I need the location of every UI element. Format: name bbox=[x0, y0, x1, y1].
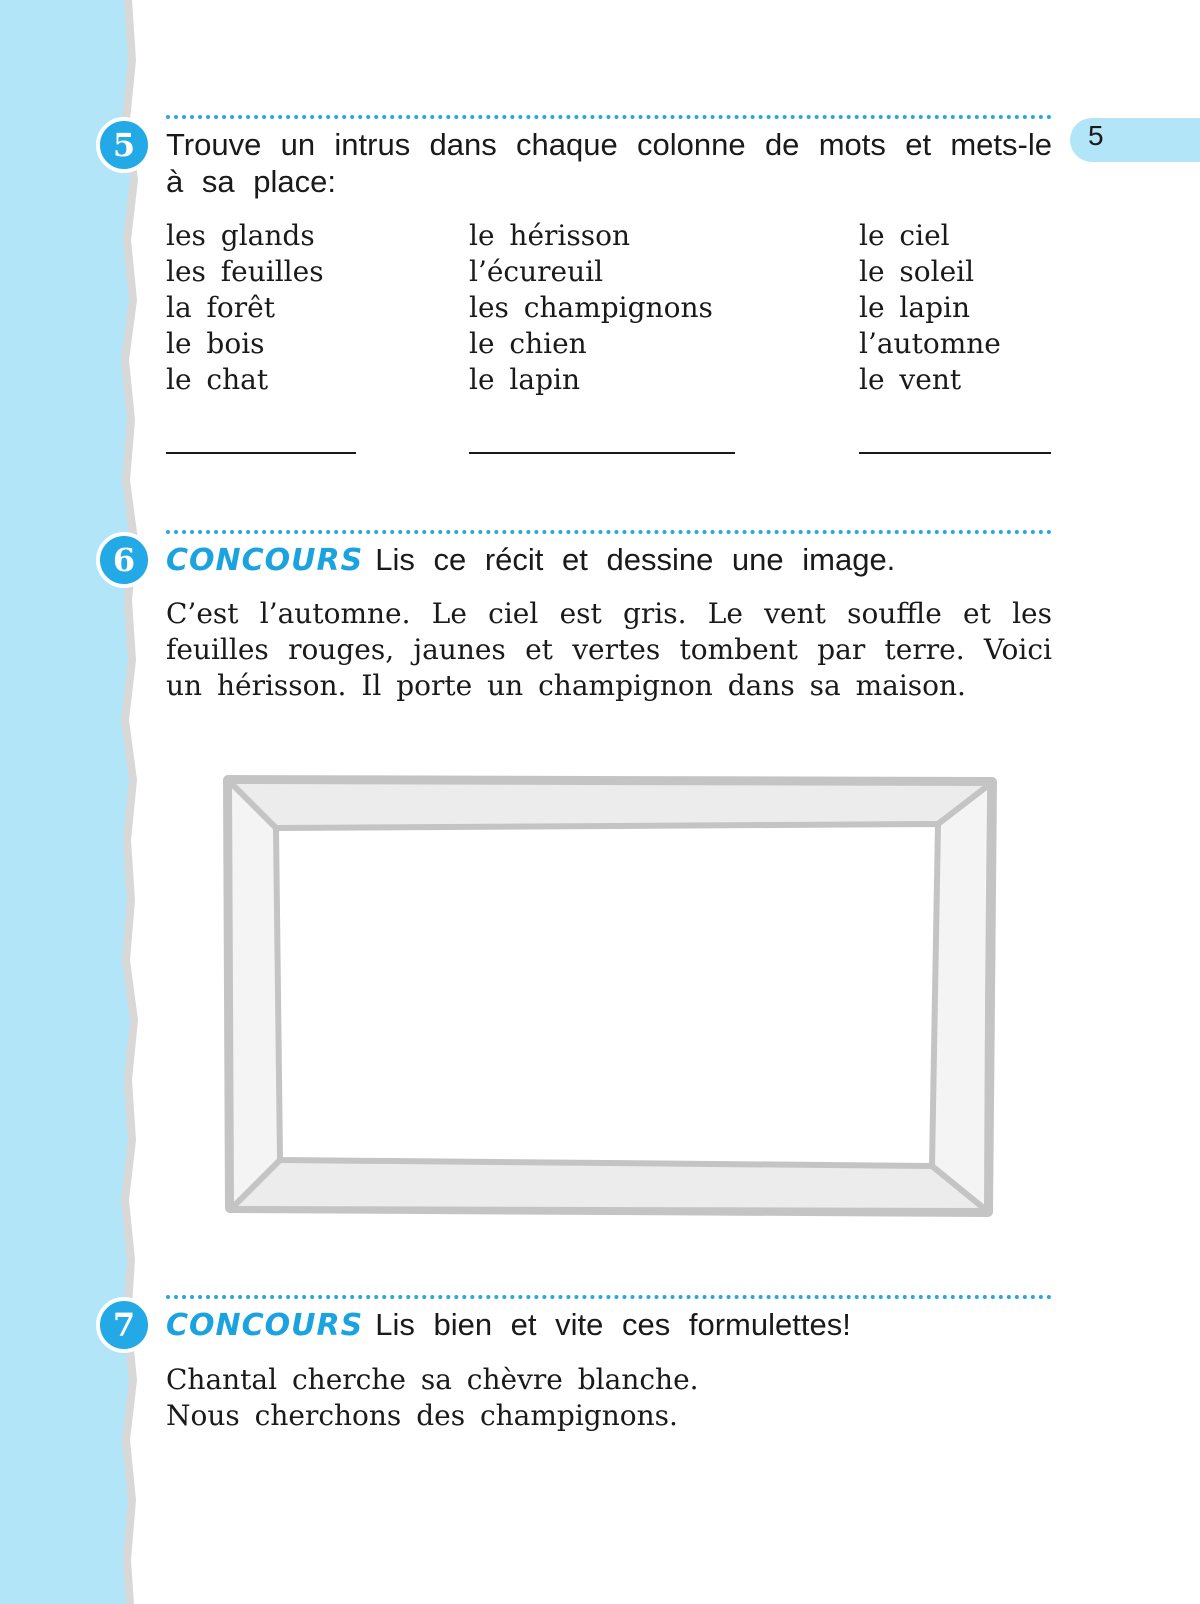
exercise-7-instruction: Lis bien et vite ces formulettes! bbox=[375, 1307, 851, 1342]
list-item: la forêt bbox=[166, 291, 275, 324]
drawing-frame[interactable] bbox=[220, 772, 1000, 1222]
torn-paper-strip bbox=[0, 0, 150, 1604]
section-divider bbox=[166, 115, 1052, 119]
section-divider bbox=[166, 1295, 1052, 1299]
answer-line-1[interactable] bbox=[166, 452, 356, 454]
concours-label: CONCOURS bbox=[166, 543, 364, 578]
tongue-twisters bbox=[166, 1362, 699, 1434]
answer-line-3[interactable] bbox=[859, 452, 1051, 454]
word-column-1 bbox=[166, 218, 324, 398]
exercise-5-instruction: Trouve un intrus dans chaque colonne de mots et mets-le à sa place: bbox=[166, 127, 1052, 199]
exercise-6-instruction-line bbox=[166, 541, 895, 579]
list-item: les feuilles bbox=[166, 255, 324, 288]
list-item: les glands bbox=[166, 219, 315, 252]
answer-line-2[interactable] bbox=[469, 452, 735, 454]
list-item: le chien bbox=[469, 327, 587, 360]
exercise-7-badge: 7 bbox=[96, 1297, 152, 1353]
story-text: C’est l’automne. Le ciel est gris. Le vent souffle et les feuilles rouges, jaunes et vertes tombent par terre. Voici un hérisson. Il porte un champignon dans sa maison. bbox=[166, 597, 1052, 702]
section-divider bbox=[166, 530, 1052, 534]
list-item: l’écureuil bbox=[469, 255, 604, 288]
list-item: le chat bbox=[166, 363, 269, 396]
list-item: l’automne bbox=[859, 327, 1001, 360]
word-column-2 bbox=[469, 218, 713, 398]
list-item: le bois bbox=[166, 327, 265, 360]
list-item: le lapin bbox=[469, 363, 580, 396]
list-item: le ciel bbox=[859, 219, 950, 252]
concours-label: CONCOURS bbox=[166, 1308, 364, 1343]
list-item: le lapin bbox=[859, 291, 970, 324]
list-item: le soleil bbox=[859, 255, 975, 288]
exercise-6-instruction: Lis ce récit et dessine une image. bbox=[375, 542, 896, 577]
exercise-7-instruction-line bbox=[166, 1306, 851, 1344]
word-column-3 bbox=[859, 218, 1001, 398]
list-item: Nous cherchons des champignons. bbox=[166, 1399, 678, 1432]
exercise-6-text-block bbox=[166, 596, 1052, 704]
exercise-5-badge: 5 bbox=[96, 117, 152, 173]
page-number: 5 bbox=[1088, 120, 1104, 151]
list-item: le hérisson bbox=[469, 219, 630, 252]
exercise-6-badge: 6 bbox=[96, 532, 152, 588]
list-item: Chantal cherche sa chèvre blanche. bbox=[166, 1363, 699, 1396]
list-item: les champignons bbox=[469, 291, 713, 324]
list-item: le vent bbox=[859, 363, 962, 396]
